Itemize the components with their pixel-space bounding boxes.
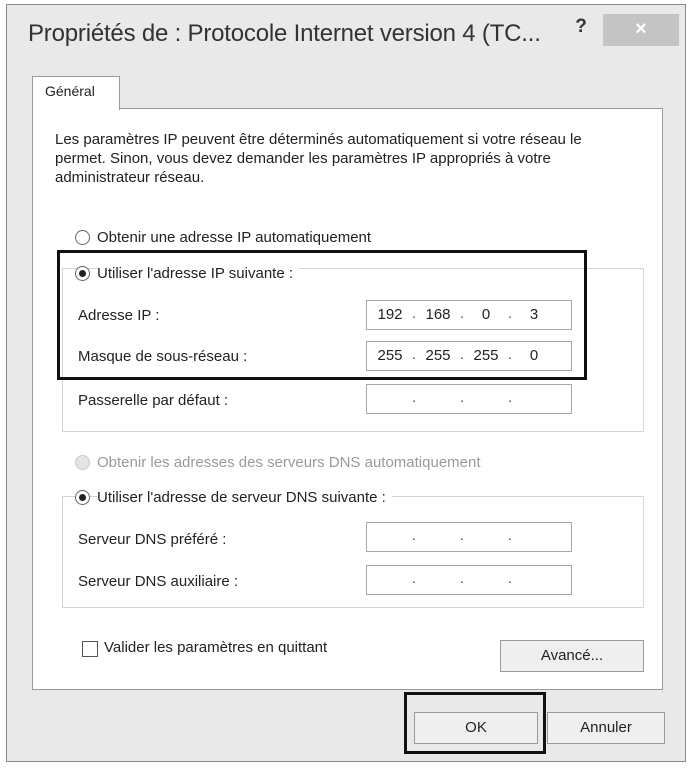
subnet-octet-1: 255	[377, 347, 403, 364]
dns-preferred-input[interactable]	[366, 522, 572, 552]
ip-separator: .	[411, 305, 417, 322]
ip-address-octet-1: 192	[377, 306, 403, 323]
ip-manual-label[interactable]: Utiliser l'adresse IP suivante :	[97, 265, 299, 282]
ip-separator: .	[411, 570, 417, 587]
ip-separator: .	[411, 527, 417, 544]
dns-alternate-octet-2	[419, 566, 457, 594]
dns-manual-radio[interactable]	[75, 490, 90, 505]
ip-separator: .	[507, 305, 513, 322]
ip-address-octet-4: 3	[529, 306, 539, 323]
gateway-octet-2	[419, 385, 457, 413]
subnet-octet-4: 0	[529, 347, 539, 364]
ip-separator: .	[507, 346, 513, 363]
validate-label[interactable]: Valider les paramètres en quittant	[104, 639, 328, 656]
ip-separator: .	[459, 346, 465, 363]
ip-auto-label[interactable]: Obtenir une adresse IP automatiquement	[97, 229, 377, 246]
tab-general[interactable]: Général	[32, 76, 120, 110]
highlight-box-ok	[404, 692, 546, 754]
dns-alternate-label: Serveur DNS auxiliaire :	[78, 573, 239, 590]
description-text: Les paramètres IP peuvent être déterminés automatiquement si votre réseau le permet. Sinon, vous devez demander les paramètres IP appropriés à votre administrateur réseau.	[55, 131, 582, 186]
dns-manual-label[interactable]: Utiliser l'adresse de serveur DNS suivante :	[97, 489, 392, 506]
dns-preferred-octet-3	[467, 523, 505, 551]
advanced-button[interactable]: Avancé...	[500, 640, 644, 672]
ip-separator: .	[507, 527, 513, 544]
gateway-octet-3	[467, 385, 505, 413]
ip-separator: .	[411, 389, 417, 406]
dns-alternate-input[interactable]	[366, 565, 572, 595]
ip-separator: .	[459, 305, 465, 322]
window-title: Propriétés de : Protocole Internet version 4 (TC...	[28, 20, 541, 47]
dns-preferred-label: Serveur DNS préféré :	[78, 531, 227, 548]
ip-separator: .	[459, 570, 465, 587]
ip-address-octet-2: 168	[425, 306, 451, 323]
subnet-octet-3: 255	[473, 347, 499, 364]
gateway-label: Passerelle par défaut :	[78, 392, 229, 409]
dns-auto-radio[interactable]	[75, 455, 90, 470]
gateway-octet-4	[515, 385, 553, 413]
ip-separator: .	[507, 570, 513, 587]
ip-address-octet-3: 0	[481, 306, 491, 323]
dns-alternate-octet-4	[515, 566, 553, 594]
close-button[interactable]	[603, 14, 679, 46]
dns-auto-label[interactable]: Obtenir les adresses des serveurs DNS automatiquement	[97, 454, 481, 471]
dns-alternate-octet-1	[371, 566, 409, 594]
ip-auto-radio[interactable]	[75, 230, 90, 245]
gateway-input[interactable]	[366, 384, 572, 414]
ok-button[interactable]: OK	[414, 712, 538, 744]
validate-checkbox[interactable]	[82, 641, 98, 657]
subnet-mask-label: Masque de sous-réseau :	[78, 348, 248, 365]
dns-alternate-octet-3	[467, 566, 505, 594]
dns-preferred-octet-4	[515, 523, 553, 551]
help-button[interactable]: ?	[575, 16, 587, 37]
ip-address-label: Adresse IP :	[78, 307, 160, 324]
subnet-octet-2: 255	[425, 347, 451, 364]
close-icon: ×	[635, 18, 647, 40]
dns-preferred-octet-2	[419, 523, 457, 551]
ip-separator: .	[507, 389, 513, 406]
cancel-button[interactable]: Annuler	[547, 712, 665, 744]
highlight-box-ip-fields	[57, 250, 587, 380]
dns-preferred-octet-1	[371, 523, 409, 551]
ip-separator: .	[459, 389, 465, 406]
ip-separator: .	[459, 527, 465, 544]
ip-separator: .	[411, 346, 417, 363]
gateway-octet-1	[371, 385, 409, 413]
